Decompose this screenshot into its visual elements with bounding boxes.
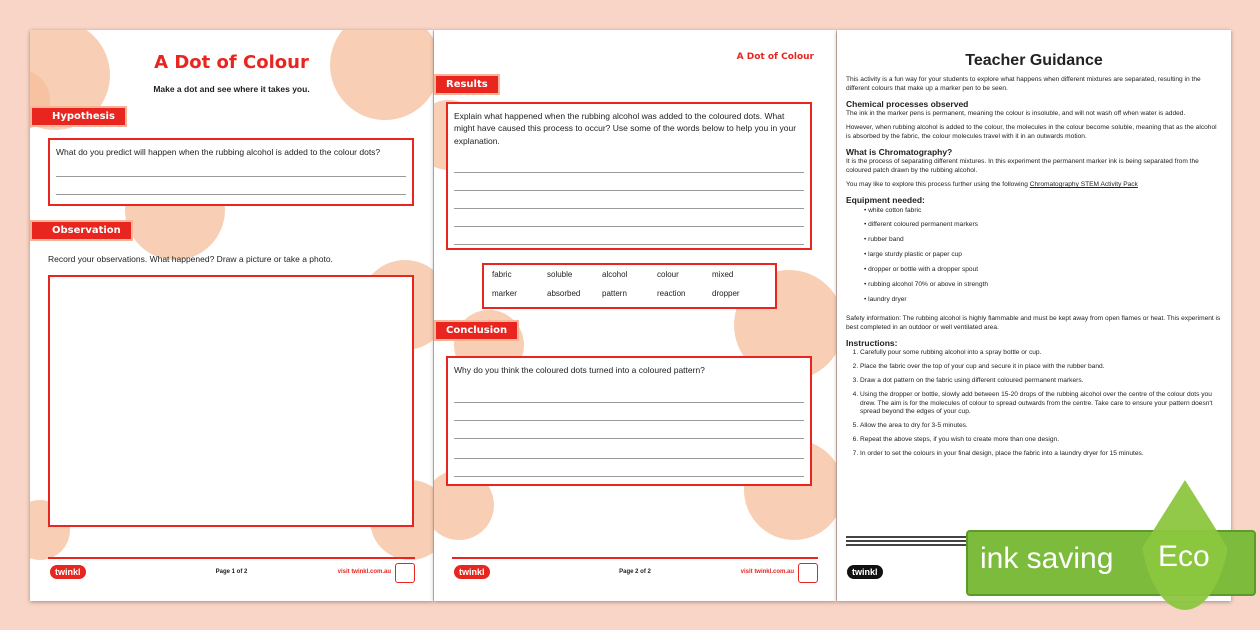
quality-badge-icon [395,563,415,583]
list-item: 4. Using the dropper or bottle, slowly add between 15-20 drops of the rubbing alcohol over the centre of the colour dots you drew. The aim is for the molecules of colour to spread outwards from the centre. Take care to ensure your pattern doesn't spread beyond the edges of your cup. [860,391,1221,418]
quality-badge-icon [798,563,818,583]
observation-prompt: Record your observations. What happened? Draw a picture or take a photo. [48,254,333,264]
list-item: • rubber band [864,236,1221,245]
list-item: 7. In order to set the colours in your final design, place the fabric into a laundry dryer for 15 minutes. [860,450,1221,459]
word: soluble [547,270,573,279]
list-item: 5. Allow the area to dry for 3-5 minutes. [860,422,1221,431]
results-question: Explain what happened when the rubbing alcohol was added to the coloured dots. What might have caused this process to occur? Use some of the words below to help you in your explanation. [454,111,797,146]
hypothesis-label: Hypothesis [30,106,127,127]
website-link[interactable]: visit twinkl.com.au [337,569,391,575]
instructions-list [846,349,1221,459]
intro: This activity is a fun way for your students to explore what happens when different mixtures are separated, resulting in the different colours that make up a marker pen to be seen. [846,76,1201,92]
conclusion-box[interactable] [446,356,812,486]
list-item: • large sturdy plastic or paper cup [864,251,1221,260]
word: fabric [492,270,512,279]
section-heading: Equipment needed: [846,195,925,206]
word: pattern [602,289,627,298]
word: marker [492,289,517,298]
list-item: 2. Place the fabric over the top of your cup and secure it in place with the rubber band. [860,363,1221,372]
hypothesis-box[interactable] [48,138,414,206]
list-item: 3. Draw a dot pattern on the fabric using different coloured permanent markers. [860,377,1221,386]
conclusion-question: Why do you think the coloured dots turned into a coloured pattern? [454,365,705,375]
page-number: Page 1 of 2 [215,569,248,575]
page-title: Teacher Guidance [965,52,1103,69]
paragraph [846,181,1221,190]
disclaimer [846,536,976,548]
website-link[interactable]: visit twinkl.com.au [740,569,794,575]
results-box[interactable] [446,102,812,250]
page-header-title: A Dot of Colour [736,52,814,62]
observation-label: Observation [30,220,133,241]
word: dropper [712,289,740,298]
paragraph: The ink in the marker pens is permanent, meaning the colour is insoluble, and will not wash off when water is added. [846,110,1186,118]
page-title: A Dot of Colour [154,52,309,73]
hypothesis-question: What do you predict will happen when the rubbing alcohol is added to the colour dots? [56,147,381,157]
word: colour [657,270,679,279]
equipment-list [846,207,1221,305]
ink-saving-text: ink saving [980,542,1114,575]
list-item: 1. Carefully pour some rubbing alcohol into a spray bottle or cup. [860,349,1221,358]
page-number: Page 2 of 2 [619,569,651,575]
subtitle: Make a dot and see where it takes you. [153,84,310,94]
list-item: • laundry dryer [864,296,1221,305]
twinkl-logo: twinkl [454,565,490,579]
word-bank [482,263,777,309]
explore-text: You may like to explore this process further using the following [846,181,1030,189]
conclusion-label: Conclusion [434,320,519,341]
observation-drawing-box[interactable] [48,275,414,527]
section-heading: Chemical processes observed [846,98,969,109]
list-item: • different coloured permanent markers [864,221,1221,230]
word: alcohol [602,270,628,279]
word: mixed [712,270,734,279]
list-item: • dropper or bottle with a dropper spout [864,266,1221,275]
decorative-dot [330,30,433,120]
footer-divider [452,557,818,559]
activity-pack-link[interactable]: Chromatography STEM Activity Pack [1029,181,1138,189]
section-heading: What is Chromatography? [846,146,953,157]
eco-text: Eco [1158,540,1210,573]
word: absorbed [547,289,581,298]
list-item: • rubbing alcohol 70% or above in strength [864,281,1221,290]
paragraph: However, when rubbing alcohol is added to the colour, the molecules in the colour become soluble, meaning that as the alcohol is absorbed by the fabric, the colour molecules travel with it in an outwards motion. [846,124,1217,141]
section-heading: Instructions: [846,337,898,348]
worksheet-page-2 [434,30,836,601]
safety-info: Safety information: The rubbing alcohol is highly flammable and must be kept away from open flames or heat. This experiment is best completed in an outdoor or well ventilated area. [846,314,1221,331]
word: reaction [657,289,686,298]
twinkl-logo: twinkl [50,565,86,579]
footer-divider [48,557,415,559]
results-label: Results [434,74,500,95]
paragraph: It is the process of separating different mixtures. In this experiment the permanent marker ink is being separated from the coloured patch drawn by the rubbing alcohol. [846,158,1199,175]
worksheet-page-1 [30,30,433,601]
list-item: • white cotton fabric [864,207,1221,216]
list-item: 6. Repeat the above steps, if you wish to create more than one design. [860,436,1221,445]
twinkl-logo: twinkl [847,565,883,579]
